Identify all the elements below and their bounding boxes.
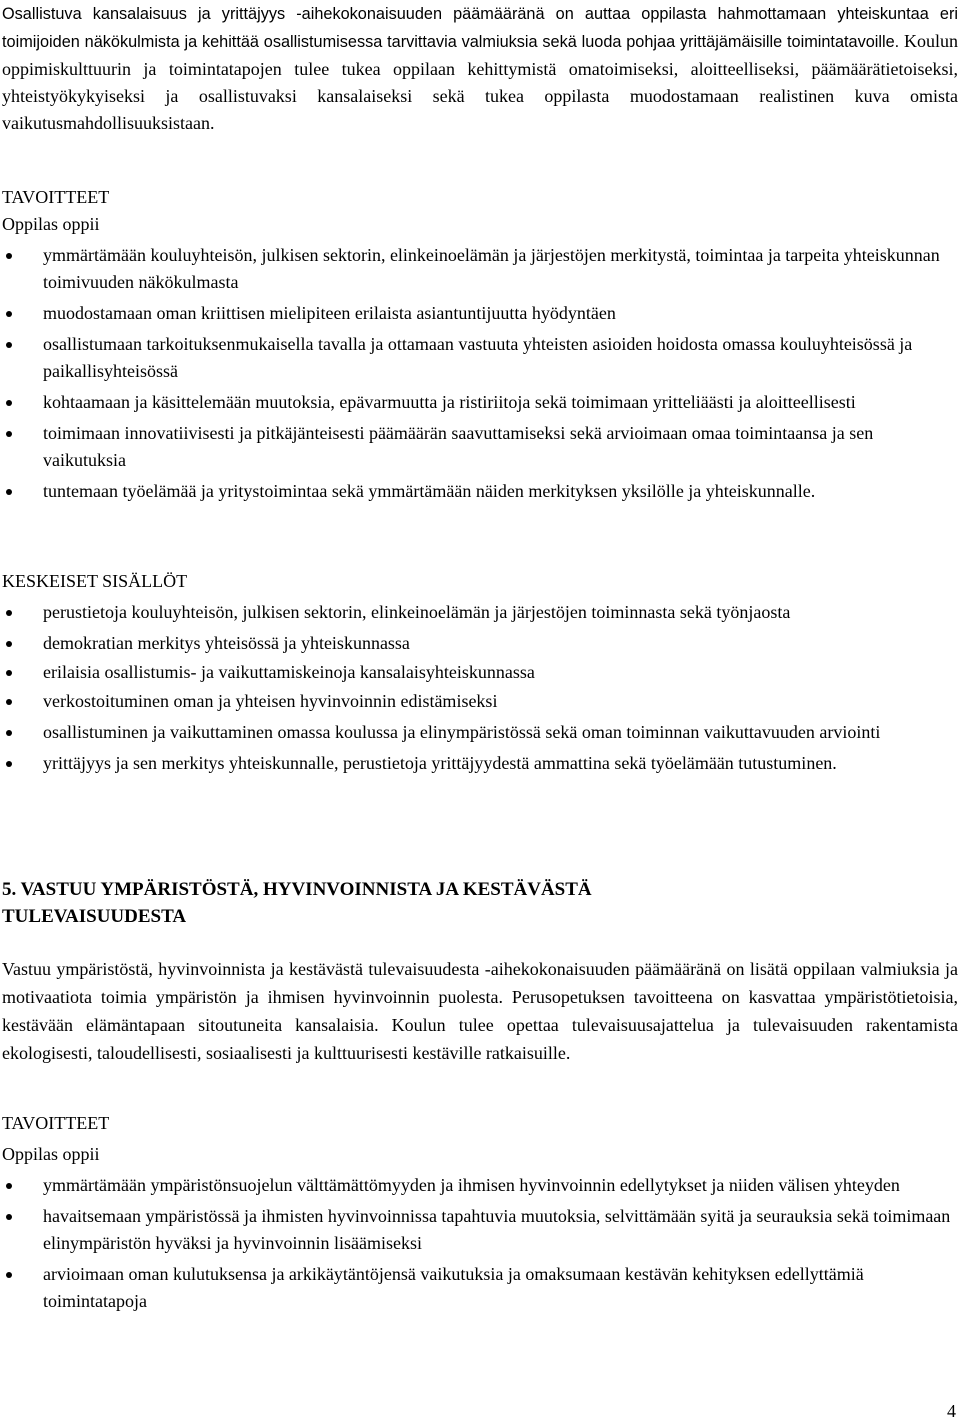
section5-goals-lead: Oppilas oppii	[2, 1144, 100, 1164]
section4-intro	[2, 0, 958, 137]
list-item: tuntemaan työelämää ja yritystoimintaa sekä ymmärtämään näiden merkityksen yksilölle ja yhteiskunnalle.	[2, 478, 958, 505]
list-item: demokratian merkitys yhteisössä ja yhteiskunnassa	[2, 630, 958, 657]
section4-contents	[2, 568, 958, 777]
section5-intro: Vastuu ympäristöstä, hyvinvoinnista ja kestävästä tulevaisuudesta -aihekokonaisuuden päämääränä on lisätä oppilaan valmiuksia ja motivaatiota toimia ympäristön ja ihmisen hyvinvoinnin puolesta. Perusopetuksen tavoitteena on kasvattaa ympäristötietoisia, kestävään elämäntapaan sitoutuneita kansalaisia. Koulun tulee opettaa tulevaisuusajattelua ja tulevaisuuden rakentamista ekologisesti, taloudellisesti, sosiaalisesti ja kulttuurisesti kestäville ratkaisuille.	[2, 959, 958, 1063]
list-item: osallistuminen ja vaikuttaminen omassa koulussa ja elinympäristössä sekä oman toiminnan vaikuttavuuden arviointi	[2, 719, 958, 746]
list-item: erilaisia osallistumis- ja vaikuttamiskeinoja kansalaisyhteiskunnassa	[2, 659, 958, 686]
list-item: verkostoituminen oman ja yhteisen hyvinvoinnin edistämiseksi	[2, 688, 958, 715]
list-item: ymmärtämään kouluyhteisön, julkisen sektorin, elinkeinoelämän ja järjestöjen merkitystä, toimintaa ja tarpeita yhteiskunnan toimivuuden näkökulmasta	[2, 242, 958, 296]
section4-goals-list	[2, 242, 958, 505]
list-item: toimimaan innovatiivisesti ja pitkäjänteisesti päämäärän saavuttamiseksi sekä arvioimaan omaa toimintaansa ja sen vaikutuksia	[2, 420, 958, 474]
section5-goals	[2, 1110, 958, 1315]
list-item: osallistumaan tarkoituksenmukaisella tavalla ja ottamaan vastuuta yhteisten asioiden hoidosta omassa kouluyhteisössä ja paikallisyhteisössä	[2, 331, 958, 385]
list-item: arvioimaan oman kulutuksensa ja arkikäytäntöjensä vaikutuksia ja omaksumaan kestävän kehityksen edellyttämiä toimintatapoja	[2, 1261, 958, 1315]
section4-goals	[2, 184, 958, 505]
list-item: perustietoja kouluyhteisön, julkisen sektorin, elinkeinoelämän ja järjestöjen toiminnasta sekä työnjaosta	[2, 599, 958, 626]
section5-title	[2, 876, 958, 930]
list-item: ymmärtämään ympäristönsuojelun välttämättömyyden ja ihmisen hyvinvoinnin edellytykset ja niiden välisen yhteyden	[2, 1172, 958, 1199]
section4-goals-lead: Oppilas oppii	[2, 214, 100, 234]
section4-contents-list	[2, 599, 958, 777]
section4-intro-part2: Koulun oppimiskulttuurin ja toimintatapojen tulee tukea oppilaan kehittymistä omatoimiseksi, aloitteelliseksi, päämäärätietoiseksi, yhteistyökykyiseksi ja osallistuvaksi kansalaiseksi sekä tukea oppilasta muodostamaan realistinen kuva omista vaikutusmahdollisuuksistaan.	[2, 31, 959, 133]
section4-goals-heading: TAVOITTEET	[2, 187, 110, 207]
list-item: yrittäjyys ja sen merkitys yhteiskunnalle, perustietoja yrittäjyydestä ammattina sekä työelämään tutustuminen.	[2, 750, 958, 777]
section4-contents-heading: KESKEISET SISÄLLÖT	[2, 571, 188, 591]
section5-title-line2: TULEVAISUUDESTA	[2, 906, 187, 927]
page-number: 4	[947, 1401, 956, 1421]
section4-intro-part1: Osallistuva kansalaisuus ja yrittäjyys -aihekokonaisuuden päämääränä on auttaa oppilasta hahmottamaan yhteiskuntaa eri toimijoiden näkökulmista ja kehittää osallistumisessa tarvittavia valmiuksia sekä luoda pohjaa yrittäjämäisille toimintatavoille.	[2, 5, 958, 51]
section5-goals-list	[2, 1172, 958, 1315]
section5-title-line1: 5. VASTUU YMPÄRISTÖSTÄ, HYVINVOINNISTA JA KESTÄVÄSTÄ	[2, 879, 592, 900]
list-item: kohtaamaan ja käsittelemään muutoksia, epävarmuutta ja ristiriitoja sekä toimimaan yritteliäästi ja aloitteellisesti	[2, 389, 958, 416]
list-item: havaitsemaan ympäristössä ja ihmisten hyvinvoinnissa tapahtuvia muutoksia, selvittämään syitä ja seurauksia sekä toimimaan elinympäristön hyväksi ja hyvinvoinnin lisäämiseksi	[2, 1203, 958, 1257]
section5-goals-heading: TAVOITTEET	[2, 1113, 110, 1133]
list-item: muodostamaan oman kriittisen mielipiteen erilaista asiantuntijuutta hyödyntäen	[2, 300, 958, 327]
